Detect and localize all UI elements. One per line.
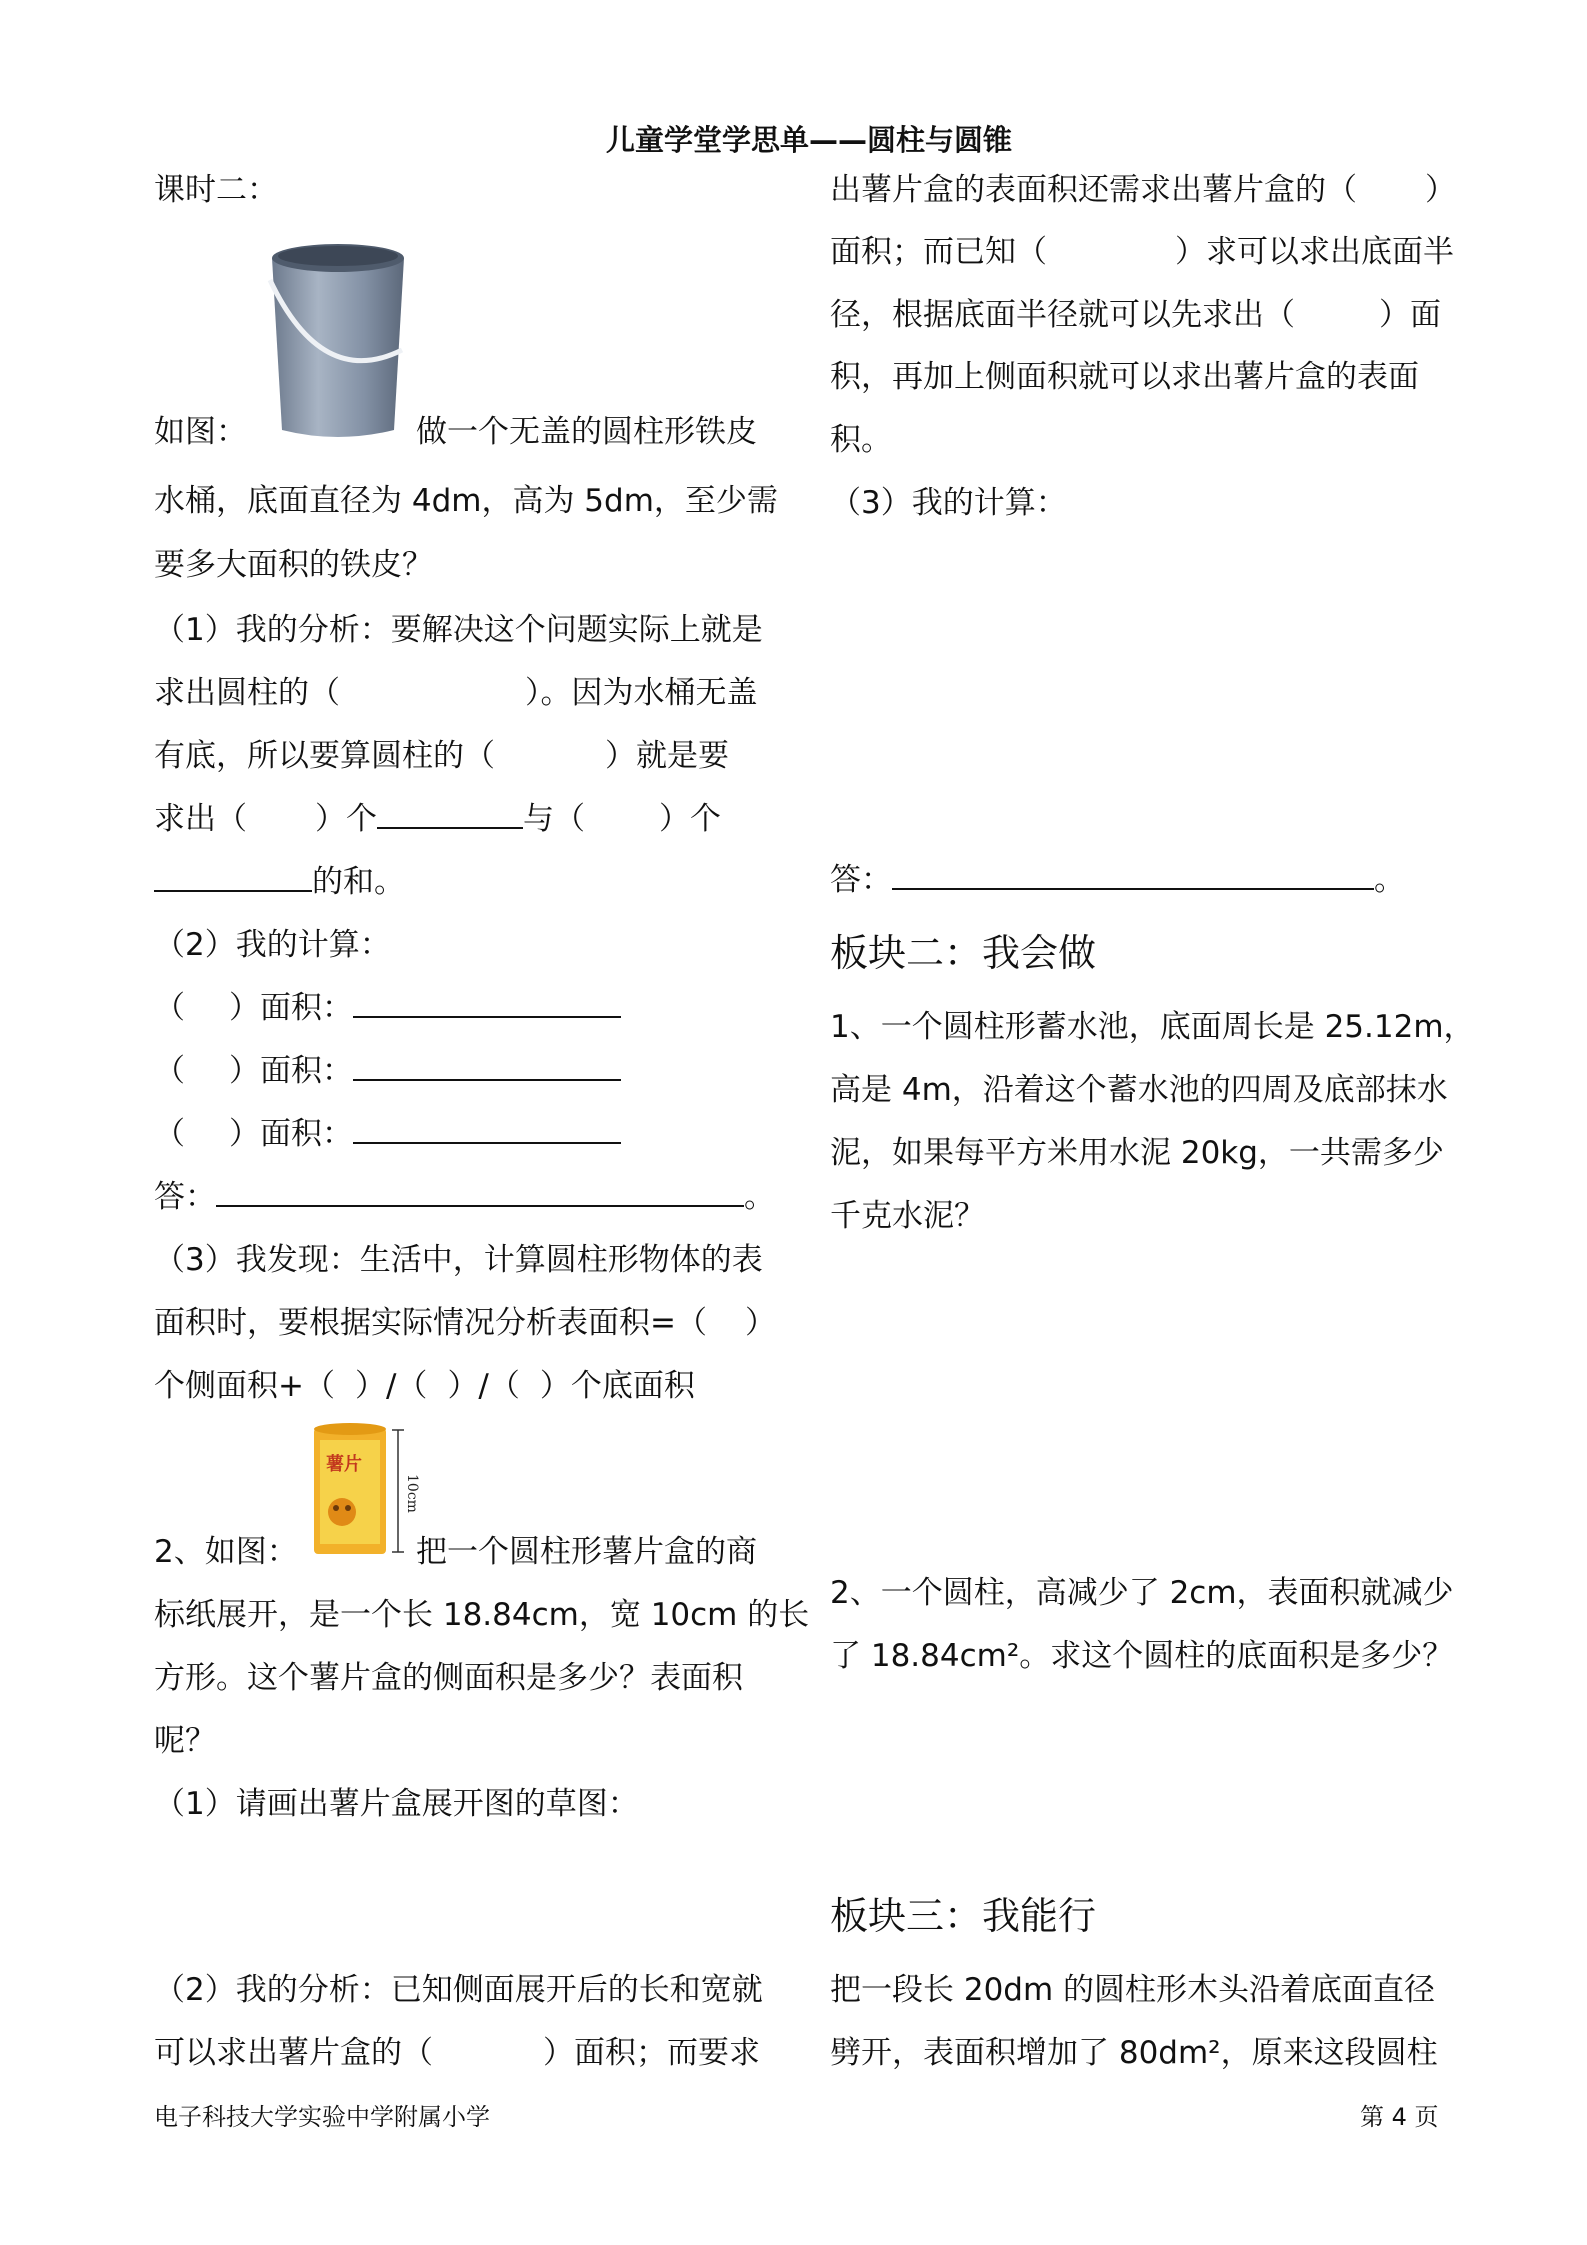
q2-line2: 标纸展开，是一个长 18.84cm，宽 10cm 的长 bbox=[154, 1597, 810, 1633]
right-line1: 出薯片盒的表面积还需求出薯片盒的（ ） bbox=[830, 172, 1456, 208]
right-line4: 积，再加上侧面积就可以求出薯片盒的表面 bbox=[830, 359, 1419, 395]
right-line3: 径，根据底面半径就可以先求出（ ）面 bbox=[830, 297, 1441, 333]
q1-calc-title: （2）我的计算： bbox=[154, 927, 391, 963]
q2-draw-prompt: （1）请画出薯片盒展开图的草图： bbox=[154, 1786, 639, 1822]
chip-can-dimension: 10cm bbox=[404, 1474, 420, 1513]
lesson-label: 课时二： bbox=[154, 172, 278, 208]
s2-q1-line1: 1、一个圆柱形蓄水池，底面周长是 25.12m， bbox=[830, 1009, 1475, 1045]
right-line5: 积。 bbox=[830, 422, 892, 458]
q2-line4: 呢？ bbox=[154, 1723, 216, 1759]
right-line2: 面积；而已知（ ）求可以求出底面半 bbox=[830, 234, 1454, 270]
q1-analysis-line4: 求出（ ）个 与（ ）个 bbox=[154, 801, 721, 837]
chip-can-brand: 薯片 bbox=[326, 1454, 362, 1475]
calc-row-2: （ ）面积： bbox=[154, 1051, 621, 1091]
q2-line1: 把一个圆柱形薯片盒的商 bbox=[416, 1534, 757, 1570]
q1-discover-line3: 个侧面积+（ ）/（ ）/（ ）个底面积 bbox=[154, 1368, 695, 1404]
calc-row-1: （ ）面积： bbox=[154, 988, 621, 1028]
page-title: 儿童学堂学思单——圆柱与圆锥 bbox=[606, 123, 1013, 157]
q1-discover-line1: （3）我发现：生活中，计算圆柱形物体的表 bbox=[154, 1242, 763, 1278]
q2-analysis-line1: （2）我的分析：已知侧面展开后的长和宽就 bbox=[154, 1972, 763, 2008]
footer-page-number: 第 4 页 bbox=[1360, 2103, 1439, 2131]
q1-line2: 水桶，底面直径为 4dm，高为 5dm，至少需 bbox=[154, 483, 778, 519]
bucket-image bbox=[262, 240, 414, 440]
s2-q2-line1: 2、一个圆柱，高减少了 2cm，表面积就减少 bbox=[830, 1575, 1454, 1611]
s2-q1-line2: 高是 4m，沿着这个蓄水池的四周及底部抹水 bbox=[830, 1072, 1448, 1108]
q1-fig-label: 如图： bbox=[154, 414, 247, 450]
s3-line1: 把一段长 20dm 的圆柱形木头沿着底面直径 bbox=[830, 1972, 1436, 2008]
q1-analysis-line3: 有底，所以要算圆柱的（ ）就是要 bbox=[154, 738, 729, 774]
q1-answer-line: 答： 。 bbox=[154, 1179, 775, 1215]
chip-can-image bbox=[312, 1422, 420, 1560]
q1-analysis-line2: 求出圆柱的（ ）。因为水桶无盖 bbox=[154, 675, 758, 711]
calc-row-3: （ ）面积： bbox=[154, 1114, 621, 1154]
q1-line1: 做一个无盖的圆柱形铁皮 bbox=[416, 414, 757, 450]
right-answer-line: 答： 。 bbox=[830, 862, 1405, 898]
q1-line3: 要多大面积的铁皮？ bbox=[154, 547, 433, 583]
section-3-heading: 板块三：我能行 bbox=[830, 1894, 1097, 1938]
section-2-heading: 板块二：我会做 bbox=[830, 931, 1097, 975]
q2-label: 2、如图： bbox=[154, 1534, 298, 1570]
footer-school: 电子科技大学实验中学附属小学 bbox=[154, 2103, 490, 2131]
s3-line2: 劈开，表面积增加了 80dm²，原来这段圆柱 bbox=[830, 2035, 1438, 2071]
q1-analysis-line1: （1）我的分析：要解决这个问题实际上就是 bbox=[154, 612, 763, 648]
q2-line3: 方形。这个薯片盒的侧面积是多少？表面积 bbox=[154, 1660, 743, 1696]
s2-q2-line2: 了 18.84cm²。求这个圆柱的底面积是多少？ bbox=[830, 1638, 1454, 1674]
q2-analysis-line2: 可以求出薯片盒的（ ）面积；而要求 bbox=[154, 2035, 760, 2071]
q1-analysis-line5: 的和。 bbox=[154, 862, 405, 902]
q1-discover-line2: 面积时，要根据实际情况分析表面积=（ ） bbox=[154, 1305, 776, 1341]
s2-q1-line4: 千克水泥？ bbox=[830, 1198, 985, 1234]
s2-q1-line3: 泥，如果每平方米用水泥 20kg，一共需多少 bbox=[830, 1135, 1444, 1171]
right-calc-title: （3）我的计算： bbox=[830, 485, 1067, 521]
